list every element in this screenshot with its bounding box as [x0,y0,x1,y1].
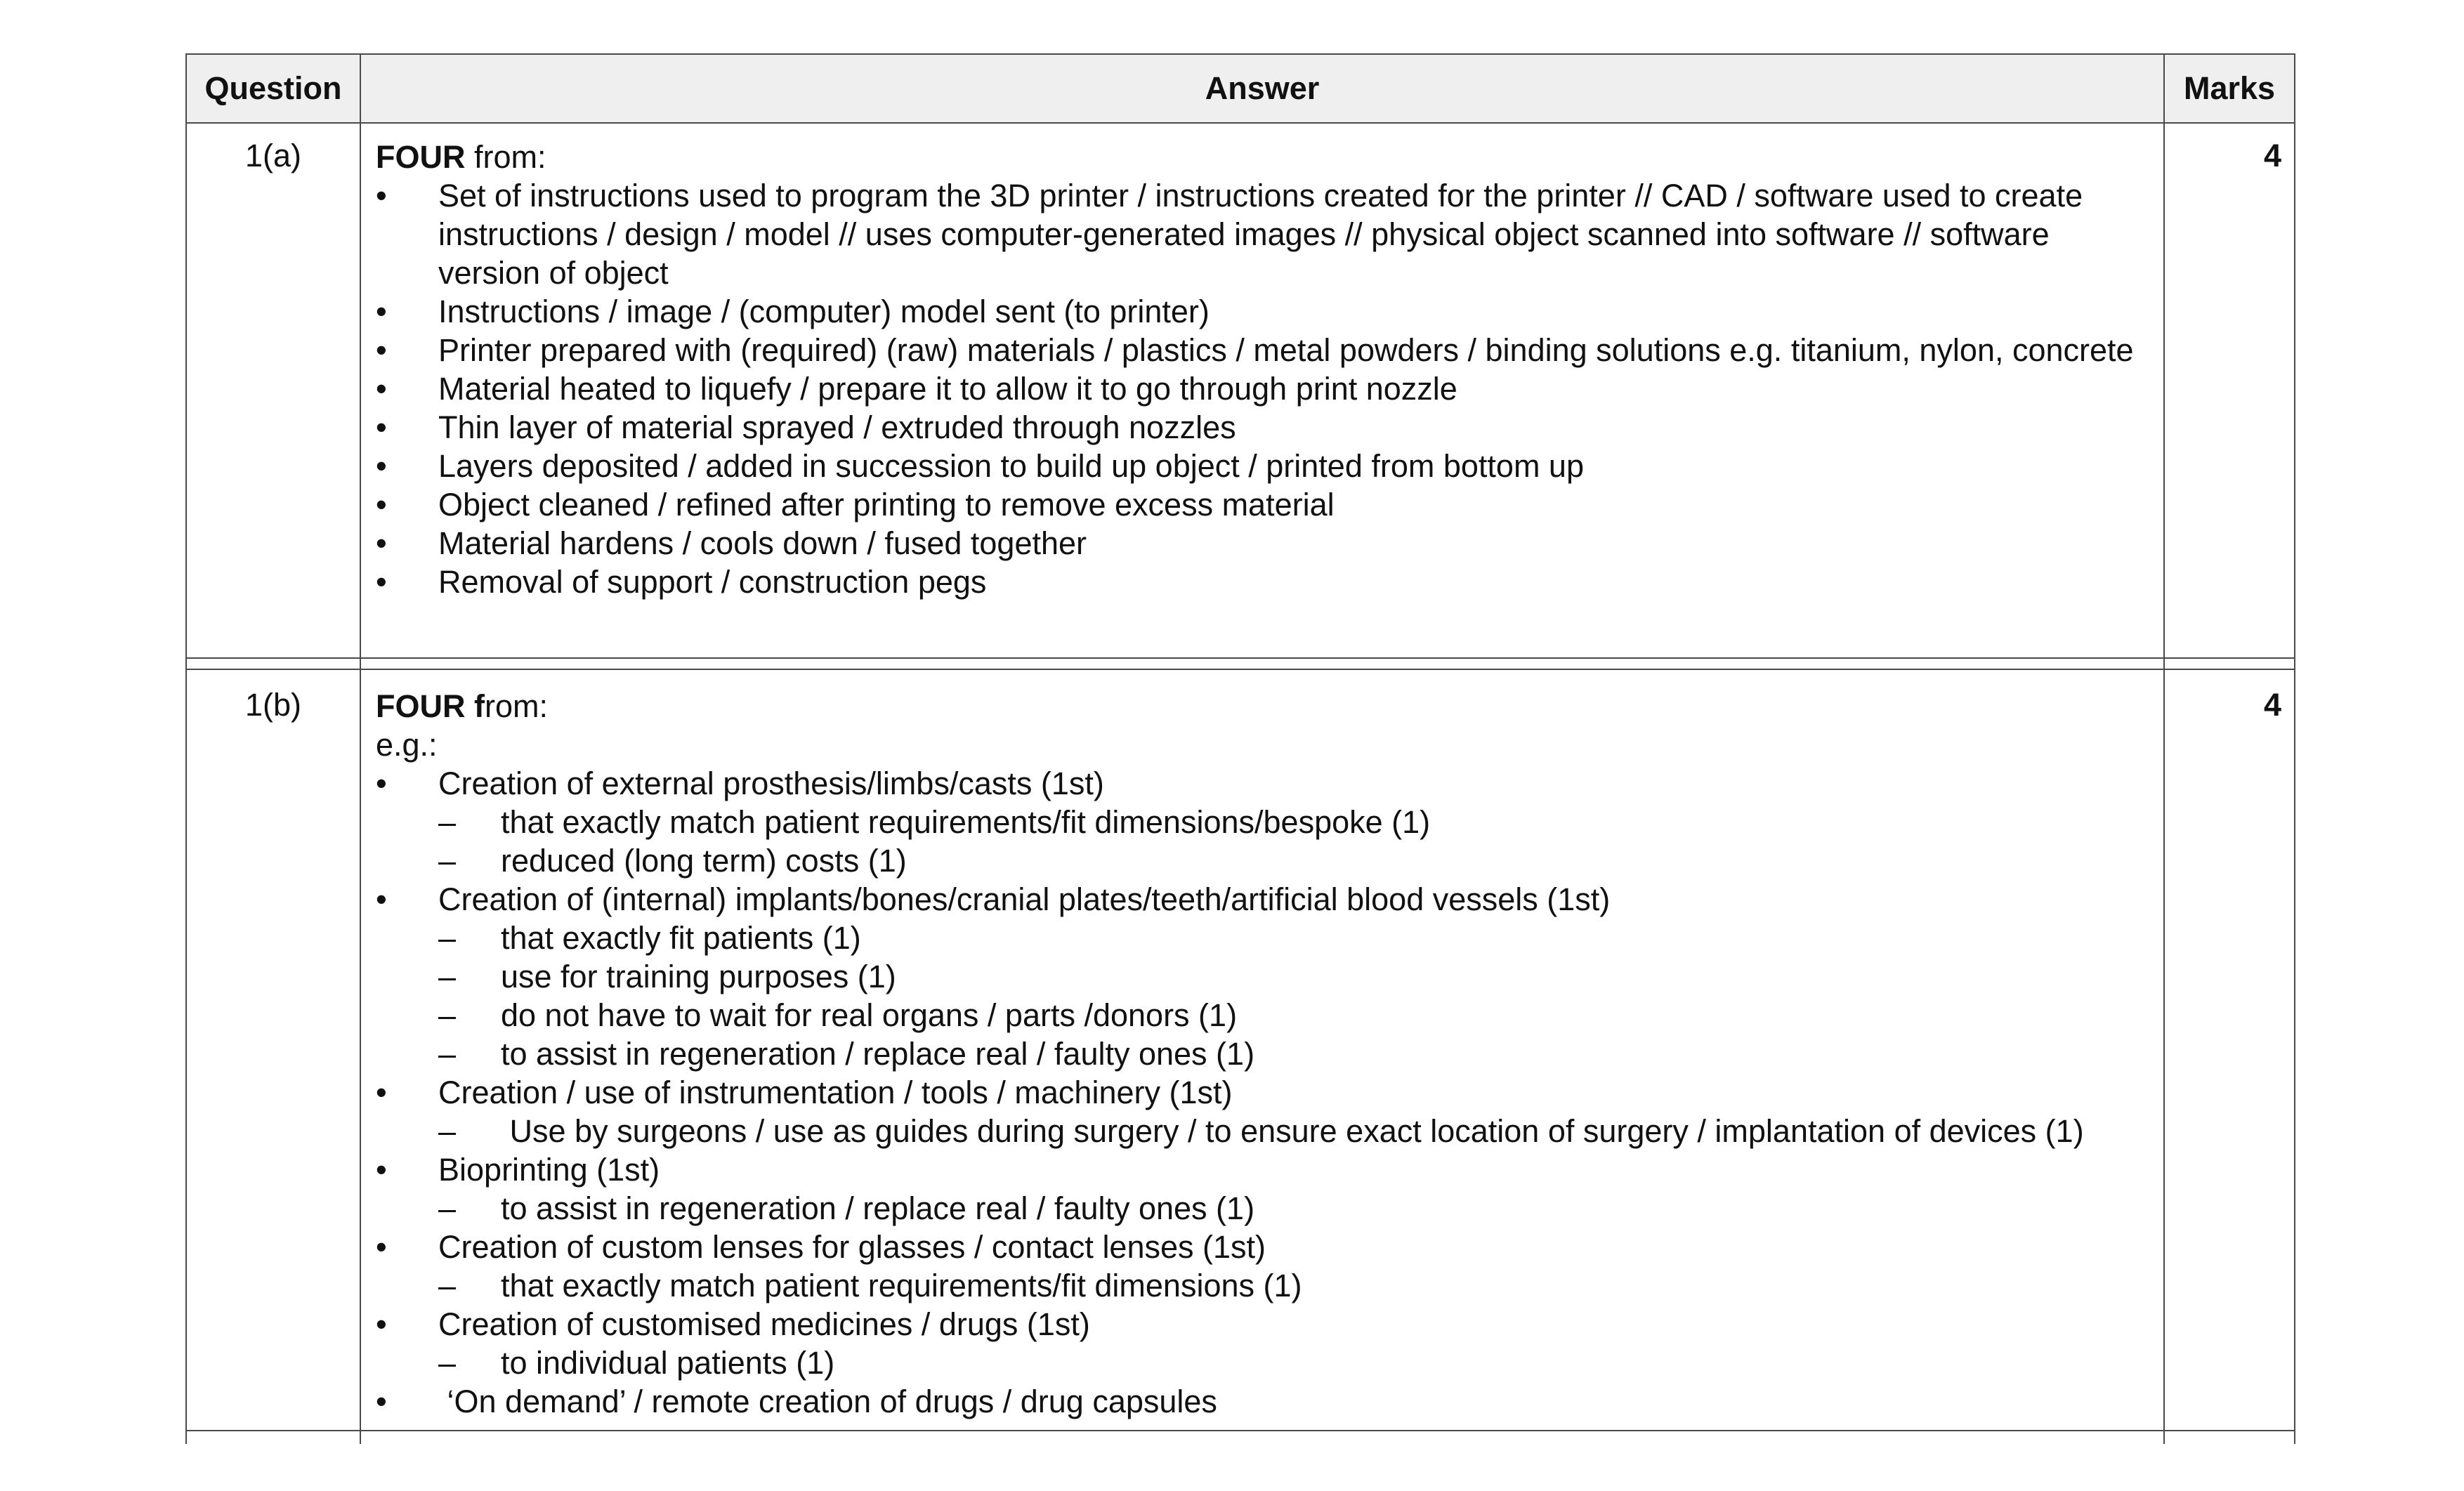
answer-bullet-item [376,880,2146,1073]
sub-point-list [438,1112,2146,1150]
bullet-text: Material heated to liquefy / prepare it to allow it to go through print nozzle [438,371,1457,407]
bullet-text: Thin layer of material sprayed / extruded through nozzles [438,409,1236,445]
answer-bullet-item [376,524,2146,563]
sub-point-item: – use for training purposes (1) [438,957,2146,996]
bullet-text: Creation of customised medicines / drugs (1st) [438,1306,1090,1342]
table-left-border [185,53,187,1444]
question-number: 1(a) [244,138,302,173]
sub-point-list [438,1189,2146,1228]
sub-point-item: – that exactly match patient requirements/fit dimensions/bespoke (1) [438,803,2146,841]
answer-cell-1b [376,687,2146,1421]
marks-value: 4 [2263,687,2281,723]
bullet-text: Creation / use of instrumentation / tools / machinery (1st) [438,1075,1233,1110]
sub-point-list [438,803,2146,880]
header-marks: Marks [2183,70,2276,106]
answer-bullet-list [376,176,2146,601]
sub-point-item: – to assist in regeneration / replace real / faulty ones (1) [438,1034,2146,1073]
intro-rest: rom: [484,688,548,724]
answer-bullet-item [376,331,2146,369]
bullet-text: Object cleaned / refined after printing to remove excess material [438,487,1335,523]
answer-bullet-item [376,369,2146,408]
answer-bullet-item [376,1305,2146,1382]
sub-point-list [438,1266,2146,1305]
sub-point-item: – that exactly match patient requirements/fit dimensions (1) [438,1266,2146,1305]
bullet-text: Creation of external prosthesis/limbs/casts (1st) [438,766,1104,801]
intro-bold: FOUR f [376,688,485,724]
answer-bullet-item [376,408,2146,447]
header-answer: Answer [1205,70,1320,106]
bullet-text: Creation of (internal) implants/bones/cranial plates/teeth/artificial blood vessels (1st) [438,881,1611,917]
row-1b-bottom-border [185,1430,2295,1431]
marks-value: 4 [2263,138,2281,173]
sub-point-list [438,919,2146,1073]
example-label: e.g.: [376,727,438,763]
sub-point-item: – to individual patients (1) [438,1344,2146,1382]
sub-point-item: – do not have to wait for real organs / parts /donors (1) [438,996,2146,1034]
bullet-text: Instructions / image / (computer) model sent (to printer) [438,294,1210,329]
bullet-text: Bioprinting (1st) [438,1152,660,1188]
header-bottom-border [185,122,2295,124]
bullet-text: Set of instructions used to program the 3D printer / instructions created for the printer // CAD / software used to create instructions / design / model // uses computer-generated images // physical object scanned into software // software version of object [438,178,2092,291]
bullet-text: Creation of custom lenses for glasses / contact lenses (1st) [438,1229,1266,1265]
answer-bullet-item [376,1228,2146,1305]
answer-bullet-item [376,764,2146,880]
sub-point-item: – to assist in regeneration / replace real / faulty ones (1) [438,1189,2146,1228]
bullet-text: Material hardens / cools down / fused together [438,525,1087,561]
answer-intro [376,138,2146,176]
bullet-text: Removal of support / construction pegs [438,564,987,600]
header-question: Question [204,70,342,106]
answer-bullet-item [376,1382,2146,1421]
answer-intro [376,687,2146,725]
answer-bullet-item [376,176,2146,292]
intro-rest: from: [465,139,546,175]
sub-point-item: – Use by surgeons / use as guides during surgery / to ensure exact location of surgery / implantation of devices (1) [438,1112,2146,1150]
question-column-divider [360,53,361,1444]
sub-point-item: – that exactly fit patients (1) [438,919,2146,957]
sub-point-list [438,1344,2146,1382]
table-right-border [2294,53,2295,1444]
bullet-text: Printer prepared with (required) (raw) materials / plastics / metal powders / binding solutions e.g. titanium, nylon, concrete [438,332,2134,368]
answer-bullet-item [376,1073,2146,1150]
answer-bullet-list [376,764,2146,1421]
answer-bullet-item [376,563,2146,601]
intro-bold: FOUR [376,139,466,175]
bullet-text: ‘On demand’ / remote creation of drugs / drug capsules [438,1384,1217,1419]
answer-bullet-item [376,292,2146,331]
answer-column-divider [2163,53,2165,1444]
bullet-text: Layers deposited / added in succession to build up object / printed from bottom up [438,448,1584,484]
answer-cell-1a [376,138,2146,601]
row-1b-top-border [185,669,2295,670]
answer-bullet-item [376,1150,2146,1228]
answer-bullet-item [376,485,2146,524]
answer-bullet-item [376,447,2146,485]
question-number: 1(b) [244,687,302,723]
sub-point-item: – reduced (long term) costs (1) [438,841,2146,880]
row-1a-bottom-border [185,657,2295,659]
